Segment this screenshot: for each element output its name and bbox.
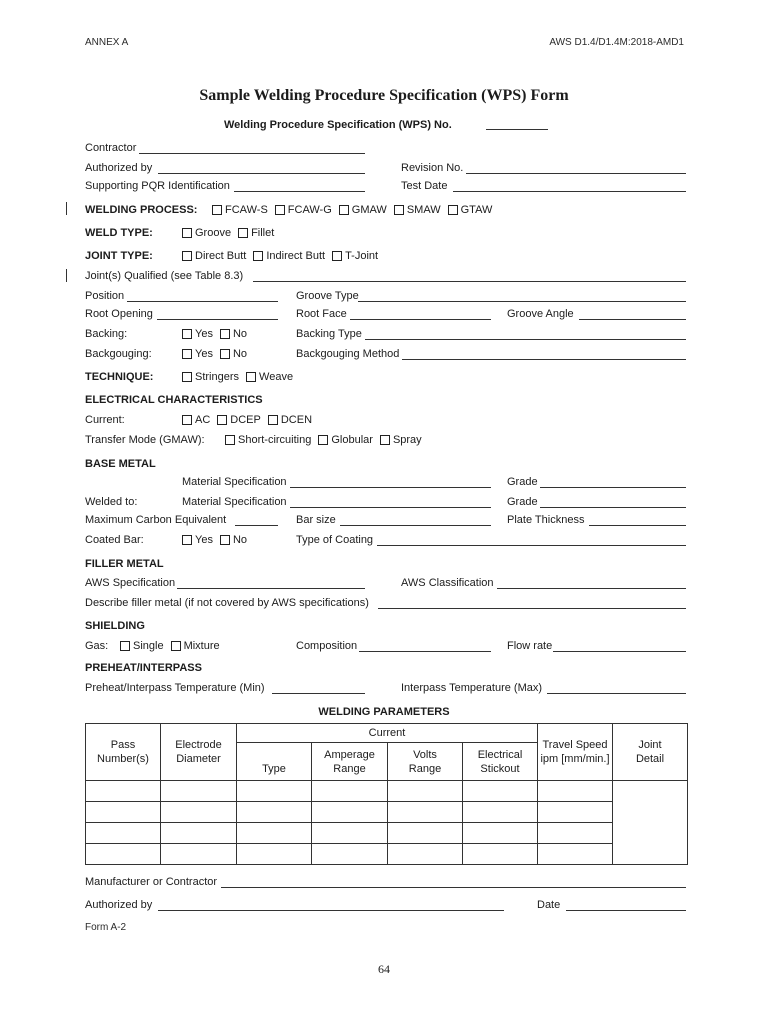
process-fcaw-s-option[interactable]: FCAW-S bbox=[212, 204, 268, 216]
checkbox[interactable] bbox=[182, 251, 192, 261]
col-joint-detail: Joint Detail bbox=[613, 724, 688, 781]
table-cell[interactable] bbox=[463, 823, 538, 844]
supporting-pqr-field[interactable] bbox=[234, 191, 365, 192]
checkbox[interactable] bbox=[182, 329, 192, 339]
gas-options bbox=[120, 640, 227, 652]
checkbox[interactable] bbox=[220, 329, 230, 339]
table-cell[interactable] bbox=[538, 781, 613, 802]
weld-type-groove-option[interactable]: Groove bbox=[182, 227, 231, 239]
page-number: 64 bbox=[378, 962, 390, 976]
table-row bbox=[86, 781, 688, 802]
groove-type-field[interactable] bbox=[358, 301, 686, 302]
table-cell[interactable] bbox=[86, 823, 161, 844]
transfer-spray-option[interactable]: Spray bbox=[380, 434, 422, 446]
checkbox[interactable] bbox=[394, 205, 404, 215]
checkbox[interactable] bbox=[380, 435, 390, 445]
preheat-min-field[interactable] bbox=[272, 693, 365, 694]
position-field[interactable] bbox=[127, 301, 278, 302]
aws-spec-label: AWS Specification bbox=[85, 577, 176, 589]
material-spec-label: Material Specification bbox=[182, 476, 287, 488]
shielding-heading: SHIELDING bbox=[85, 620, 145, 632]
table-cell[interactable] bbox=[463, 844, 538, 865]
table-cell[interactable] bbox=[86, 802, 161, 823]
grade-label: Grade bbox=[507, 476, 538, 488]
checkbox[interactable] bbox=[225, 435, 235, 445]
backgouging-method-field[interactable] bbox=[402, 359, 686, 360]
checkbox[interactable] bbox=[212, 205, 222, 215]
wps-no-label: Welding Procedure Specification (WPS) No. bbox=[224, 119, 452, 131]
table-cell[interactable] bbox=[237, 823, 312, 844]
process-gmaw-option[interactable]: GMAW bbox=[339, 204, 387, 216]
checkbox[interactable] bbox=[182, 349, 192, 359]
col-electrical-stickout: Electrical Stickout bbox=[463, 743, 538, 781]
table-row bbox=[86, 823, 688, 844]
col-pass-number: Pass Number(s) bbox=[86, 724, 161, 781]
root-opening-field[interactable] bbox=[157, 319, 278, 320]
table-cell[interactable] bbox=[463, 781, 538, 802]
table-cell[interactable] bbox=[161, 844, 237, 865]
backgouging-no-option[interactable]: No bbox=[220, 348, 247, 360]
backgouging-options bbox=[182, 348, 254, 360]
technique-weave-option[interactable]: Weave bbox=[246, 371, 293, 383]
table-cell[interactable] bbox=[463, 802, 538, 823]
test-date-field[interactable] bbox=[453, 191, 686, 192]
form-title: Sample Welding Procedure Specification (WPS) Form bbox=[199, 87, 569, 104]
plate-thickness-field[interactable] bbox=[589, 525, 686, 526]
current-label: Current: bbox=[85, 414, 125, 426]
backing-no-option[interactable]: No bbox=[220, 328, 247, 340]
current-options bbox=[182, 414, 319, 426]
transfer-globular-option[interactable]: Globular bbox=[318, 434, 373, 446]
describe-filler-field[interactable] bbox=[378, 608, 686, 609]
aws-class-label: AWS Classification bbox=[401, 577, 494, 589]
checkbox[interactable] bbox=[448, 205, 458, 215]
authorized-by-field[interactable] bbox=[158, 173, 365, 174]
table-cell[interactable] bbox=[388, 823, 463, 844]
authorized-by-2-field[interactable] bbox=[158, 910, 504, 911]
joint-type-options bbox=[182, 250, 385, 262]
wps-no-field[interactable] bbox=[486, 129, 548, 130]
table-cell[interactable] bbox=[388, 802, 463, 823]
gas-label: Gas: bbox=[85, 640, 109, 652]
table-cell[interactable] bbox=[161, 823, 237, 844]
max-carbon-eq-field[interactable] bbox=[235, 525, 278, 526]
table-cell[interactable] bbox=[312, 802, 388, 823]
base-metal-heading: BASE METAL bbox=[85, 458, 156, 470]
checkbox[interactable] bbox=[182, 415, 192, 425]
table-cell[interactable] bbox=[237, 781, 312, 802]
coated-bar-yes-option[interactable]: Yes bbox=[182, 534, 213, 546]
joint-indirect-butt-option[interactable]: Indirect Butt bbox=[253, 250, 325, 262]
grade-2-field[interactable] bbox=[540, 507, 686, 508]
transfer-mode-options bbox=[225, 434, 429, 446]
flow-rate-field[interactable] bbox=[553, 651, 686, 652]
backing-type-field[interactable] bbox=[365, 339, 686, 340]
material-spec-field[interactable] bbox=[290, 487, 491, 488]
material-spec-2-label: Material Specification bbox=[182, 496, 287, 508]
supporting-pqr-label: Supporting PQR Identification bbox=[85, 180, 230, 192]
welding-process-options bbox=[212, 204, 499, 216]
backgouging-method-label: Backgouging Method bbox=[296, 348, 400, 360]
joint-detail-cell[interactable] bbox=[613, 781, 688, 865]
date-label: Date bbox=[537, 899, 561, 911]
preheat-min-label: Preheat/Interpass Temperature (Min) bbox=[85, 682, 265, 694]
checkbox[interactable] bbox=[268, 415, 278, 425]
annex-label: ANNEX A bbox=[85, 37, 129, 48]
date-field[interactable] bbox=[566, 910, 686, 911]
contractor-field[interactable] bbox=[139, 153, 365, 154]
table-cell[interactable] bbox=[538, 802, 613, 823]
current-dcen-option[interactable]: DCEN bbox=[268, 414, 312, 426]
test-date-label: Test Date bbox=[401, 180, 448, 192]
backing-label: Backing: bbox=[85, 328, 128, 340]
table-cell[interactable] bbox=[237, 802, 312, 823]
interpass-max-field[interactable] bbox=[547, 693, 686, 694]
gas-single-option[interactable]: Single bbox=[120, 640, 164, 652]
type-of-coating-field[interactable] bbox=[377, 545, 686, 546]
joints-qualified-field[interactable] bbox=[253, 281, 686, 282]
checkbox[interactable] bbox=[182, 535, 192, 545]
col-electrode-diameter: Electrode Diameter bbox=[161, 724, 237, 781]
manufacturer-label: Manufacturer or Contractor bbox=[85, 876, 218, 888]
flow-rate-label: Flow rate bbox=[507, 640, 553, 652]
table-cell[interactable] bbox=[86, 781, 161, 802]
process-smaw-option[interactable]: SMAW bbox=[394, 204, 441, 216]
backing-options bbox=[182, 328, 254, 340]
material-spec-2-field[interactable] bbox=[290, 507, 491, 508]
checkbox[interactable] bbox=[246, 372, 256, 382]
describe-filler-label: Describe filler metal (if not covered by AWS specifications) bbox=[85, 597, 369, 609]
groove-type-label: Groove Type bbox=[296, 290, 359, 302]
groove-angle-field[interactable] bbox=[579, 319, 686, 320]
revision-no-label: Revision No. bbox=[401, 162, 464, 174]
table-cell[interactable] bbox=[388, 844, 463, 865]
joint-t-joint-option[interactable]: T-Joint bbox=[332, 250, 378, 262]
table-cell[interactable] bbox=[388, 781, 463, 802]
welding-parameters-table bbox=[85, 723, 688, 865]
col-travel-speed: Travel Speed ipm [mm/min.] bbox=[538, 724, 613, 781]
root-face-label: Root Face bbox=[296, 308, 347, 320]
process-gtaw-option[interactable]: GTAW bbox=[448, 204, 493, 216]
welding-parameters-heading: WELDING PARAMETERS bbox=[318, 706, 450, 718]
backing-yes-option[interactable]: Yes bbox=[182, 328, 213, 340]
grade-2-label: Grade bbox=[507, 496, 538, 508]
bar-size-field[interactable] bbox=[340, 525, 491, 526]
technique-stringers-option[interactable]: Stringers bbox=[182, 371, 239, 383]
checkbox[interactable] bbox=[220, 349, 230, 359]
checkbox[interactable] bbox=[171, 641, 181, 651]
weld-type-options bbox=[182, 227, 281, 239]
manufacturer-field[interactable] bbox=[221, 887, 686, 888]
weld-type-fillet-option[interactable]: Fillet bbox=[238, 227, 274, 239]
transfer-mode-label: Transfer Mode (GMAW): bbox=[85, 434, 205, 446]
table-cell[interactable] bbox=[161, 781, 237, 802]
table-cell[interactable] bbox=[538, 844, 613, 865]
col-type: Type bbox=[237, 743, 312, 781]
checkbox[interactable] bbox=[220, 535, 230, 545]
welded-to-label: Welded to: bbox=[85, 496, 138, 508]
table-cell[interactable] bbox=[312, 781, 388, 802]
aws-spec-field[interactable] bbox=[177, 588, 365, 589]
backing-type-label: Backing Type bbox=[296, 328, 362, 340]
composition-field[interactable] bbox=[359, 651, 491, 652]
table-cell[interactable] bbox=[312, 844, 388, 865]
contractor-label: Contractor bbox=[85, 142, 137, 154]
joint-type-label: JOINT TYPE: bbox=[85, 250, 153, 262]
standard-code: AWS D1.4/D1.4M:2018-AMD1 bbox=[549, 37, 684, 48]
coated-bar-label: Coated Bar: bbox=[85, 534, 144, 546]
table-cell[interactable] bbox=[161, 802, 237, 823]
process-fcaw-g-option[interactable]: FCAW-G bbox=[275, 204, 332, 216]
revision-no-field[interactable] bbox=[466, 173, 686, 174]
coated-bar-no-option[interactable]: No bbox=[220, 534, 247, 546]
transfer-short-circuiting-option[interactable]: Short-circuiting bbox=[225, 434, 311, 446]
grade-field[interactable] bbox=[540, 487, 686, 488]
technique-label: TECHNIQUE: bbox=[85, 371, 154, 383]
root-face-field[interactable] bbox=[350, 319, 491, 320]
table-cell[interactable] bbox=[86, 844, 161, 865]
checkbox[interactable] bbox=[253, 251, 263, 261]
revision-bar bbox=[66, 202, 67, 215]
position-label: Position bbox=[85, 290, 125, 302]
authorized-by-label: Authorized by bbox=[85, 162, 153, 174]
weld-type-label: WELD TYPE: bbox=[85, 227, 153, 239]
joint-direct-butt-option[interactable]: Direct Butt bbox=[182, 250, 246, 262]
filler-metal-heading: FILLER METAL bbox=[85, 558, 164, 570]
col-current-group: Current bbox=[237, 724, 538, 743]
table-row bbox=[86, 802, 688, 823]
bar-size-label: Bar size bbox=[296, 514, 336, 526]
checkbox[interactable] bbox=[238, 228, 248, 238]
type-of-coating-label: Type of Coating bbox=[296, 534, 374, 546]
checkbox[interactable] bbox=[182, 228, 192, 238]
table-row bbox=[86, 844, 688, 865]
table-cell[interactable] bbox=[237, 844, 312, 865]
table-cell[interactable] bbox=[312, 823, 388, 844]
coated-bar-options bbox=[182, 534, 254, 546]
gas-mixture-option[interactable]: Mixture bbox=[171, 640, 220, 652]
electrical-heading: ELECTRICAL CHARACTERISTICS bbox=[85, 394, 263, 406]
form-number: Form A-2 bbox=[85, 922, 127, 933]
col-volts-range: Volts Range bbox=[388, 743, 463, 781]
table-cell[interactable] bbox=[538, 823, 613, 844]
current-dcep-option[interactable]: DCEP bbox=[217, 414, 261, 426]
plate-thickness-label: Plate Thickness bbox=[507, 514, 585, 526]
checkbox[interactable] bbox=[339, 205, 349, 215]
checkbox[interactable] bbox=[120, 641, 130, 651]
backgouging-yes-option[interactable]: Yes bbox=[182, 348, 213, 360]
interpass-max-label: Interpass Temperature (Max) bbox=[401, 682, 543, 694]
checkbox[interactable] bbox=[217, 415, 227, 425]
backgouging-label: Backgouging: bbox=[85, 348, 152, 360]
preheat-heading: PREHEAT/INTERPASS bbox=[85, 662, 202, 674]
current-ac-option[interactable]: AC bbox=[182, 414, 210, 426]
checkbox[interactable] bbox=[318, 435, 328, 445]
joints-qualified-label: Joint(s) Qualified (see Table 8.3) bbox=[85, 270, 244, 282]
revision-bar bbox=[66, 269, 67, 282]
composition-label: Composition bbox=[296, 640, 358, 652]
checkbox[interactable] bbox=[332, 251, 342, 261]
technique-options bbox=[182, 371, 300, 383]
checkbox[interactable] bbox=[182, 372, 192, 382]
root-opening-label: Root Opening bbox=[85, 308, 153, 320]
max-carbon-eq-label: Maximum Carbon Equivalent bbox=[85, 514, 227, 526]
col-amperage-range: Amperage Range bbox=[312, 743, 388, 781]
checkbox[interactable] bbox=[275, 205, 285, 215]
aws-class-field[interactable] bbox=[497, 588, 686, 589]
welding-process-label: WELDING PROCESS: bbox=[85, 204, 198, 216]
authorized-by-2-label: Authorized by bbox=[85, 899, 153, 911]
groove-angle-label: Groove Angle bbox=[507, 308, 574, 320]
